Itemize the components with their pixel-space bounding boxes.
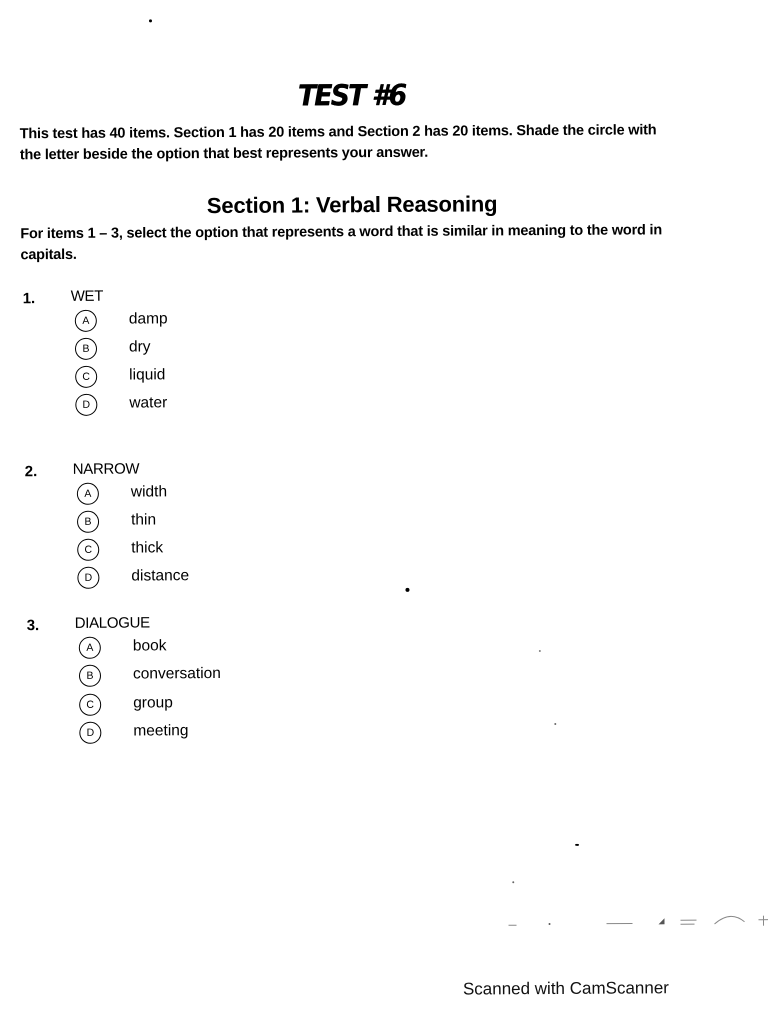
answer-bubble-d[interactable]: D [77,567,99,589]
answer-bubble-a[interactable]: A [79,637,101,659]
option-label: water [129,394,167,412]
question-number: 3. [27,617,40,634]
answer-bubble-d[interactable]: D [75,394,97,416]
bleed-through-marks [502,908,768,934]
answer-bubble-a[interactable]: A [75,310,97,332]
answer-bubble-b[interactable]: B [79,665,101,687]
test-title: TEST #6 [26,76,678,114]
scan-speck [539,650,541,652]
scanner-watermark: Scanned with CamScanner [463,978,669,999]
option-label: distance [131,567,189,585]
scan-speck [554,723,556,725]
answer-bubble-c[interactable]: C [75,366,97,388]
section-heading: Section 1: Verbal Reasoning [0,190,706,220]
scan-speck [575,844,579,846]
option-label: thin [131,511,156,529]
option-label: conversation [133,665,221,684]
answer-bubble-b[interactable]: B [77,511,99,533]
option-label: book [133,637,167,655]
answer-bubble-d[interactable]: D [79,722,101,744]
option-label: damp [129,310,168,328]
answer-bubble-b[interactable]: B [75,338,97,360]
scan-speck [405,588,409,592]
option-label: meeting [133,722,188,740]
question-word: WET [71,288,104,305]
question-word: DIALOGUE [75,614,150,631]
answer-bubble-a[interactable]: A [77,483,99,505]
test-intro: This test has 40 items. Section 1 has 20 items and Section 2 has 20 items. Shade the circle with the letter beside the option that best represents your answer. [20,120,680,166]
scan-speck [512,881,514,883]
answer-bubble-c[interactable]: C [77,539,99,561]
option-label: dry [129,338,151,356]
option-label: liquid [129,366,165,384]
question-number: 2. [25,463,38,480]
answer-bubble-c[interactable]: C [79,694,101,716]
section-instructions: For items 1 – 3, select the option that represents a word that is similar in meaning to the word in capitals. [20,220,700,266]
option-label: thick [131,539,163,557]
scan-speck [149,19,152,22]
option-label: group [133,694,173,712]
option-label: width [131,483,167,501]
question-number: 1. [23,290,36,307]
question-word: NARROW [73,460,140,477]
